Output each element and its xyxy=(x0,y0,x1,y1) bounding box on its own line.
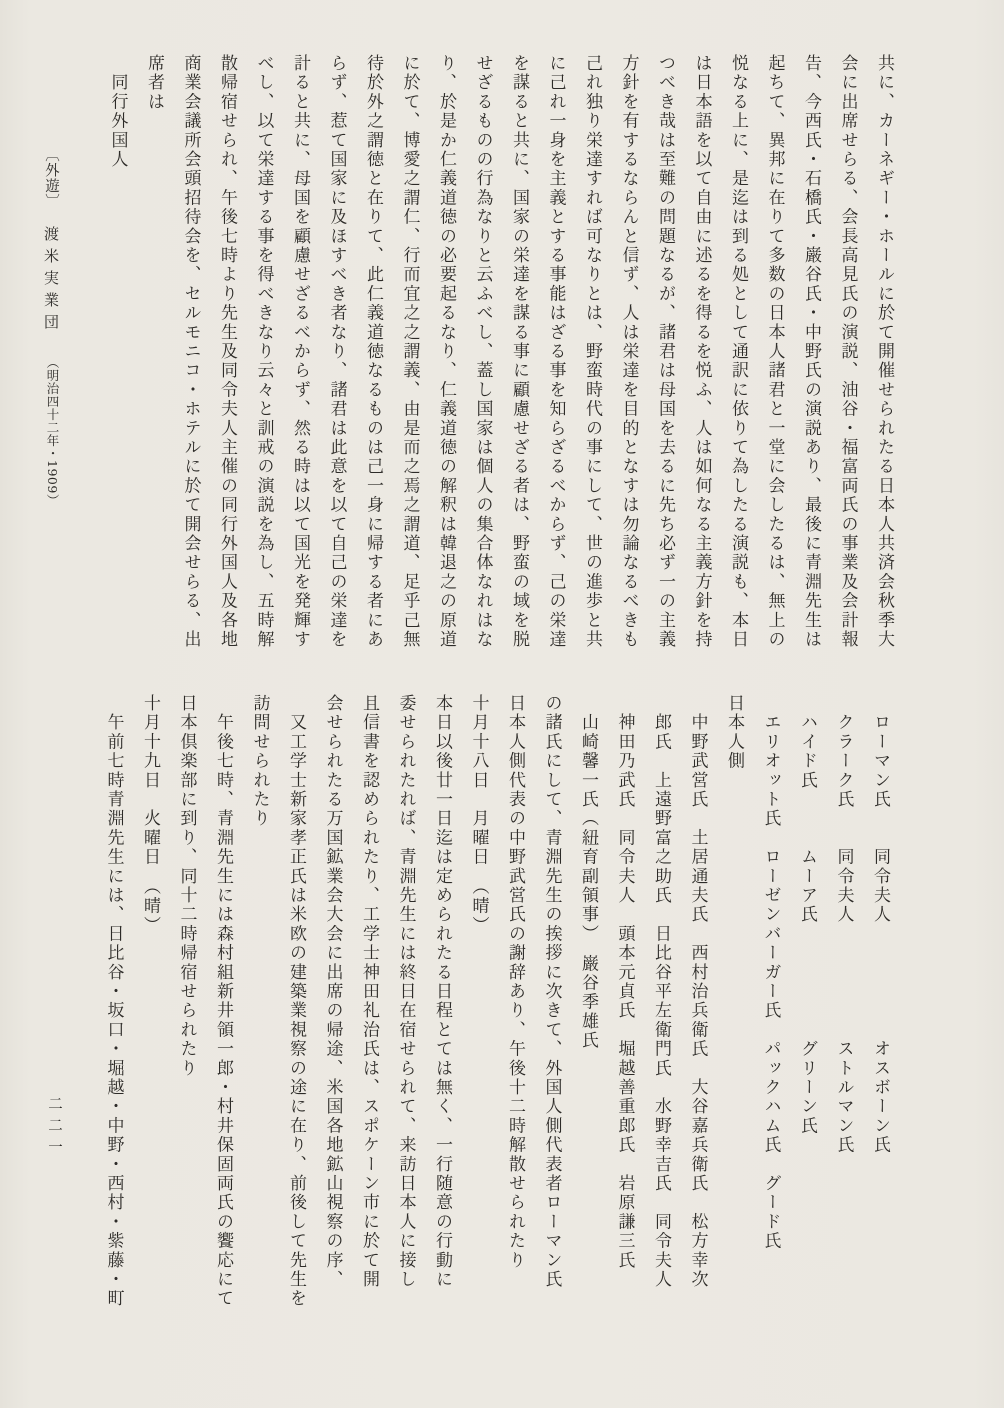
text-line: に於て、博愛之謂仁、行而宜之之謂義、由是而之焉之謂道、足乎己無 xyxy=(399,54,420,650)
text-line: 席者は xyxy=(144,54,164,112)
text-line: に己れ一身を主義とする事能はざる事を知らざるべからず、己の栄達 xyxy=(545,54,566,650)
text-line: 起ちて、異邦に在りて多数の日本人諸君と一堂に会したるは、無上の xyxy=(764,54,785,650)
text-line: 訪問せられたり xyxy=(249,694,270,829)
text-line: 日本人側 xyxy=(724,694,744,771)
text-line: 十月十九日 火曜日 （晴） xyxy=(140,694,160,936)
text-line: 方針を有するならんと信ず、人は栄達を目的となすは勿論なるべきも xyxy=(618,54,639,650)
text-line: 本日以後廿一日迄は定められたる日程とては無く、一行随意の行動に xyxy=(432,694,452,1290)
text-line: ローマン氏 同令夫人 オスボーン氏 xyxy=(870,694,890,1155)
text-line: 午前七時青淵先生には、日比谷・坂口・堀越・中野・西村・紫藤・町 xyxy=(103,694,124,1309)
text-line: 中野武営氏 土居通夫氏 西村治兵衛氏 大谷嘉兵衛氏 松方幸次 xyxy=(687,694,708,1290)
text-line: 同行外国人 xyxy=(107,54,128,170)
text-line: 且信書を認められたり、工学士神田礼治氏は、スポケーン市に於て開 xyxy=(359,694,379,1290)
text-line: つべき哉は至難の問題なるが、諸君は母国を去るに先ち必ず一の主義 xyxy=(655,54,675,650)
text-line: 悦なる上に、是迄は到る処として通訳に依りて為したる演説も、本日 xyxy=(728,54,748,650)
text-line: 午後七時、青淵先生には森村組新井領一郎・村井保固両氏の饗応にて xyxy=(213,694,233,1309)
text-line: エリオット氏 ローゼンバーガー氏 パックハム氏 グード氏 xyxy=(760,694,781,1251)
upper-text-block xyxy=(99,54,902,702)
text-line: 委せられたれば、青淵先生には終日在宿せられて、来訪日本人に接し xyxy=(395,694,416,1290)
page-number: 二二一 xyxy=(46,1096,62,1161)
text-line: 告、今西氏・石橋氏・巌谷氏・中野氏の演説あり、最後に青淵先生は xyxy=(801,54,821,650)
text-line: らず、惹て国家に及ほすべき者なり、諸君は此意を以て自己の栄達を xyxy=(326,54,347,650)
text-line: り、於是か仁義道徳の必要起るなり、仁義道徳の解釈は韓退之の原道 xyxy=(436,54,456,650)
text-line: 待於外之謂徳と在りて、此仁義道徳なるものは己一身に帰する者にあ xyxy=(363,54,383,650)
text-line: 計ると共に、母国を顧慮せざるべからず、然る時は以て国光を発輝す xyxy=(290,54,310,650)
margin-year-note: （明治四十二年・1909） xyxy=(45,356,60,507)
text-line: 神田乃武氏 同令夫人 頭本元貞氏 堀越善重郎氏 岩原謙三氏 xyxy=(614,694,635,1270)
margin-genre-label: 〔外遊〕 xyxy=(43,147,59,209)
text-line: 日本人側代表の中野武営氏の謝辞あり、午後十二時解散せられたり xyxy=(505,694,525,1270)
lower-text-block xyxy=(95,694,898,1394)
text-line: 共に、カーネギー・ホールに於て開催せられたる日本人共済会秋季大 xyxy=(874,54,894,650)
text-line: 己れ独り栄達すれば可なりとは、野蛮時代の事にして、世の進歩と共 xyxy=(582,54,602,650)
text-line: 商業会議所会頭招待会を、セルモニコ・ホテルに於て開会せらる、出 xyxy=(180,54,201,650)
text-line: クラーク氏 同令夫人 ストルマン氏 xyxy=(833,694,854,1155)
text-line: 会に出席せらる、会長高見氏の演説、油谷・福富両氏の事業及会計報 xyxy=(837,54,858,650)
text-line: ハイド氏 ムーア氏 グリーン氏 xyxy=(797,694,817,1136)
text-line: べし、以て栄達する事を得べきなり云々と訓戒の演説を為し、五時解 xyxy=(253,54,274,650)
margin-book-title: 渡米実業団 xyxy=(42,226,60,336)
text-line: 郎氏 上遠野富之助氏 日比谷平左衛門氏 水野幸吉氏 同令夫人 xyxy=(651,694,671,1290)
text-line: 散帰宿せられ、午後七時より先生及同令夫人主催の同行外国人及各地 xyxy=(217,54,237,650)
text-line: 十月十八日 月曜日 （晴） xyxy=(468,694,489,936)
text-line: せざるものの行為なりと云ふべし、蓋し国家は個人の集合体なれはな xyxy=(472,54,493,650)
text-line: を謀ると共に、国家の栄達を謀る事に顧慮せざる者は、野蛮の域を脱 xyxy=(509,54,529,650)
text-line: は日本語を以て自由に述るを得るを悦ふ、人は如何なる主義方針を持 xyxy=(691,54,712,650)
text-line: 山崎馨一氏（紐育副領事） 巌谷季雄氏 xyxy=(578,694,598,1051)
text-line: 日本倶楽部に到り、同十二時帰宿せられたり xyxy=(176,694,197,1078)
text-line: 会せられたる万国鉱業会大会に出席の帰途、米国各地鉱山視察の序、 xyxy=(322,694,343,1290)
text-line: 又工学士新家孝正氏は米欧の建築業視察の途に在り、前後して先生を xyxy=(286,694,306,1309)
text-line: の諸氏にして、青淵先生の挨拶に次きて、外国人側代表者ローマン氏 xyxy=(541,694,562,1290)
